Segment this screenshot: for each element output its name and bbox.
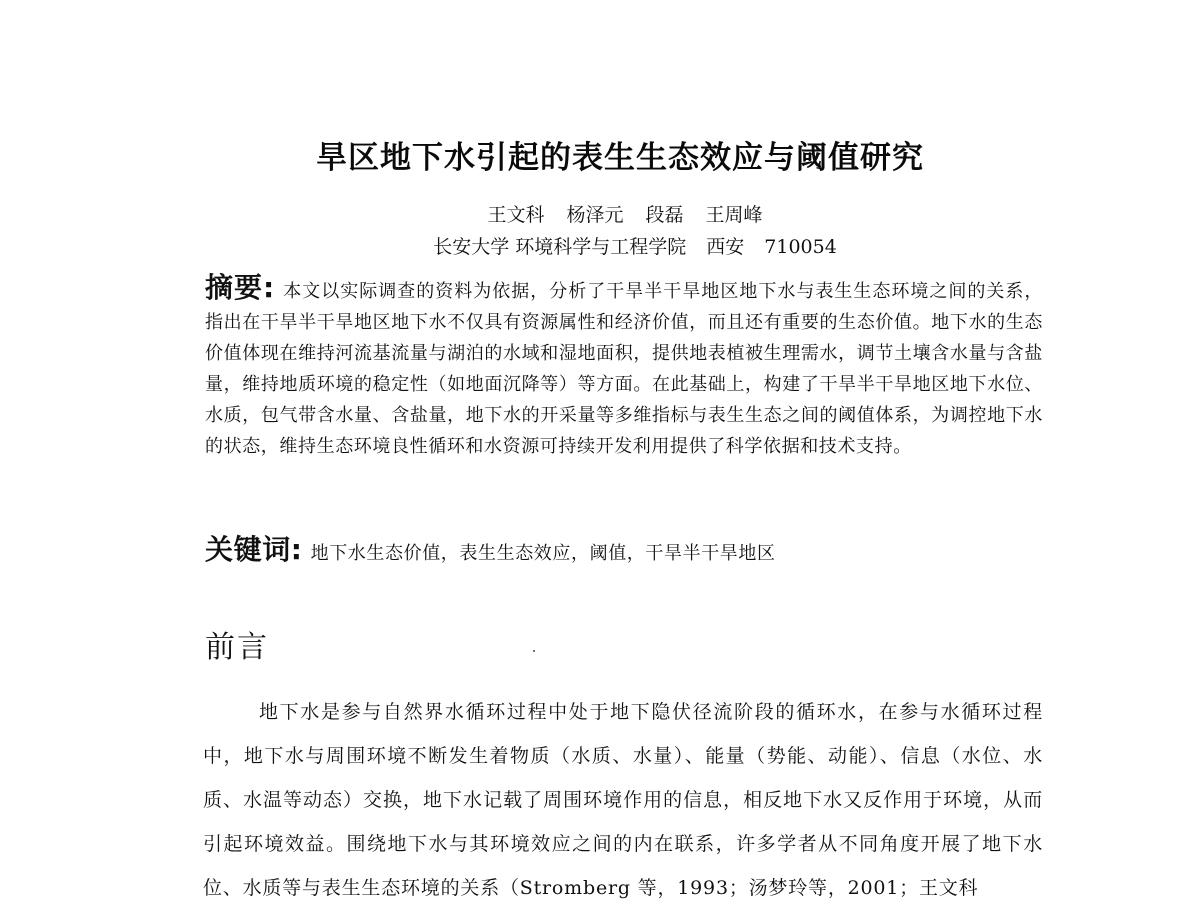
keywords-text: 地下水生态价值，表生生态效应，阈值，干旱半干旱地区 (310, 543, 776, 564)
affiliation-city: 西安 (706, 236, 745, 258)
author-list (0, 200, 1200, 227)
abstract (205, 272, 1043, 462)
body-paragraph: 地下水是参与自然界水循环过程中处于地下隐伏径流阶段的循环水，在参与水循环过程中，地下水与周围环境不断发生着物质（水质、水量）、能量（势能、动能）、信息（水位、水质、水温等动态）交换，地下水记载了周围环境作用的信息，相反地下水又反作用于环境，从而引起环境效益。围绕地下水与其环境效应之间的内在联系，许多学者从不同角度开展了地下水位、水质等与表生生态环境的关系（Stromberg 等，1993；汤梦玲等，2001；王文科 (203, 701, 1043, 899)
author-name: 段磊 (645, 204, 684, 226)
affiliation-org: 长安大学 环境科学与工程学院 (433, 236, 687, 258)
author-name: 王周峰 (705, 204, 763, 226)
abstract-text: 本文以实际调查的资料为依据，分析了干旱半干旱地区地下水与表生生态环境之间的关系，指出在干旱半干旱地区地下水不仅具有资源属性和经济价值，而且还有重要的生态价值。地下水的生态价值体现在维持河流基流量与湖泊的水域和湿地面积，提供地表植被生理需水，调节土壤含水量与含盐量，维持地质环境的稳定性（如地面沉降等）等方面。在此基础上，构建了干旱半干旱地区地下水位、水质，包气带含水量、含盐量，地下水的开采量等多维指标与表生生态之间的阈值体系，为调控地下水的状态，维持生态环境良性循环和水资源可持续开发利用提供了科学依据和技术支持。 (205, 281, 1043, 457)
abstract-label: 摘要: (205, 271, 275, 304)
keywords (205, 528, 1043, 568)
scan-speck (533, 650, 535, 652)
paper-title: 旱区地下水引起的表生生态效应与阈值研究 (316, 140, 924, 176)
section-heading: 前言 (205, 630, 269, 665)
affiliation (0, 232, 1200, 259)
author-name: 王文科 (487, 204, 545, 226)
author-name: 杨泽元 (566, 204, 624, 226)
affiliation-postcode: 710054 (764, 236, 837, 258)
keywords-label: 关键词: (205, 533, 303, 566)
